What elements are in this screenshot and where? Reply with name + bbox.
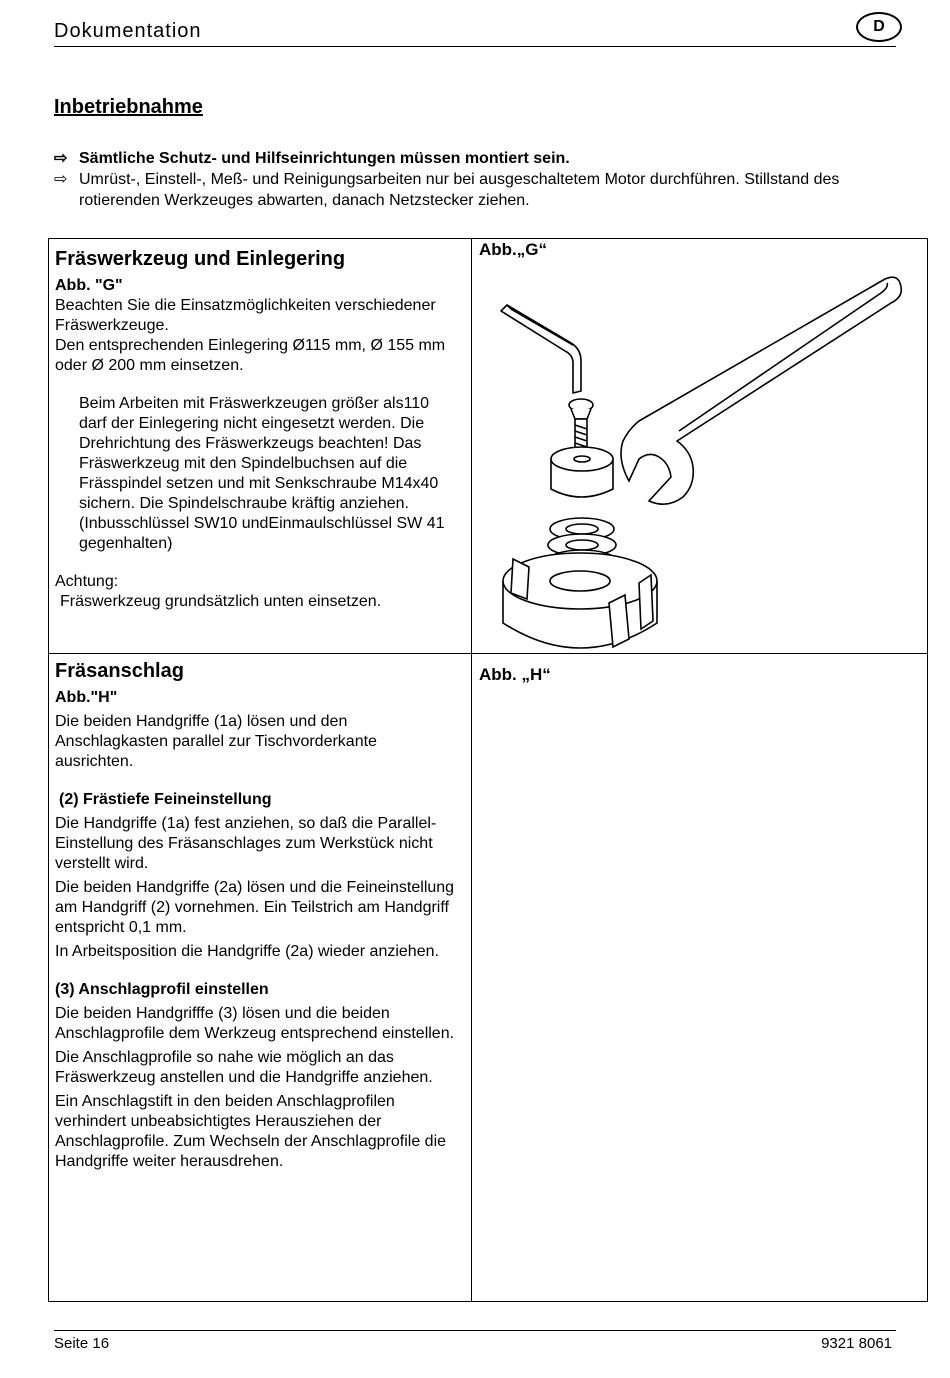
note-text: Sämtliche Schutz- und Hilfseinrichtungen müssen montiert sein. <box>79 150 570 167</box>
language-badge: D <box>856 12 902 42</box>
paragraph: Ein Anschlagstift in den beiden Anschlagprofilen verhindert unbeabsichtigtes Herausziehen der Anschlagprofile. Zum Wechseln der Anschlagprofile die Handgriffe weiter herausdrehen. <box>55 1093 447 1170</box>
document-number: 9321 8061 <box>821 1335 892 1352</box>
cell-title: Fräswerkzeug und Einlegering <box>55 248 346 270</box>
arrow-right-icon: ⇨ <box>54 150 68 167</box>
paragraph: Die Anschlagprofile so nahe wie möglich an das Fräswerkzeug anstellen und die Handgriffe anziehen. <box>55 1049 433 1086</box>
table-divider-vertical <box>471 239 472 1301</box>
spindle-bushing-icon <box>551 447 613 497</box>
cutter-head-icon <box>503 553 657 648</box>
paragraph: Den entsprechenden Einlegering Ø115 mm, Ø 155 mm oder Ø 200 mm einsetzen. <box>55 337 446 374</box>
paragraph: Beim Arbeiten mit Fräswerkzeugen größer als110 darf der Einlegering nicht eingesetzt werden. Die Drehrichtung des Fräswerkzeugs beachten! Das Fräswerkzeug mit den Spindelbuchsen auf die Frässpindel setzen und mit Senkschraube M14x40 sichern. Die Spindelschraube kräftig anziehen. (Inbusschlüssel SW10 undEinmaulschlüssel SW 41 gegenhalten) <box>79 395 445 552</box>
note-text: Umrüst-, Einstell-, Meß- und Reinigungsarbeiten nur bei ausgeschaltetem Motor durchführen. Stillstand des rotierenden Werkzeuges abwarten, danach Netzstecker ziehen. <box>79 171 840 209</box>
figure-reference: Abb. "G" <box>55 277 123 294</box>
safety-notes <box>54 148 894 211</box>
warning-text: Fräswerkzeug grundsätzlich unten einsetzen. <box>60 593 382 610</box>
table-divider-horizontal <box>49 653 927 654</box>
countersunk-screw-icon <box>569 399 593 453</box>
warning-label: Achtung: <box>55 573 119 590</box>
note-item <box>54 148 894 169</box>
paragraph: Beachten Sie die Einsatzmöglichkeiten verschiedener Fräswerkzeuge. <box>55 297 436 334</box>
paragraph: Die beiden Handgrifffe (3) lösen und die beiden Anschlagprofile dem Werkzeug entsprechend einstellen. <box>55 1005 455 1042</box>
milling-tool-illustration <box>489 263 919 653</box>
cell-milling-tool <box>55 247 459 612</box>
page-footer <box>54 1330 896 1355</box>
section-title: Inbetriebnahme <box>54 96 203 118</box>
open-end-wrench-icon <box>621 277 901 504</box>
subheading: (3) Anschlagprofil einstellen <box>55 981 269 998</box>
paragraph: Die beiden Handgriffe (2a) lösen und die Feineinstellung am Handgriff (2) vornehmen. Ein Teilstrich am Handgriff entspricht 0,1 mm. <box>55 879 455 936</box>
paragraph: Die beiden Handgriffe (1a) lösen und den Anschlagkasten parallel zur Tischvorderkante ausrichten. <box>55 713 377 770</box>
paragraph: In Arbeitsposition die Handgriffe (2a) wieder anziehen. <box>55 943 439 960</box>
figure-label-g: Abb.„G“ <box>479 240 547 259</box>
paragraph: Die Handgriffe (1a) fest anziehen, so daß die Parallel-Einstellung des Fräsanschlages zum Werkstück nicht verstellt wird. <box>55 815 437 872</box>
cell-fence <box>55 659 459 1172</box>
subheading: (2) Frästiefe Feineinstellung <box>59 791 272 808</box>
content-table <box>48 238 928 1302</box>
figure-reference: Abb."H" <box>55 689 118 706</box>
figure-label-h: Abb. „H“ <box>479 665 551 684</box>
cell-title: Fräsanschlag <box>55 660 184 682</box>
page-header <box>54 18 896 47</box>
arrow-right-icon: ⇨ <box>54 171 68 188</box>
hex-key-icon <box>501 305 581 393</box>
page-number: Seite 16 <box>54 1335 110 1352</box>
header-title: Dokumentation <box>54 20 202 42</box>
note-item <box>54 169 894 211</box>
